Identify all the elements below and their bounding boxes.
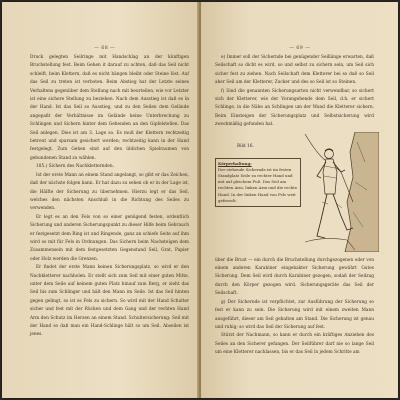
section-heading: 185.) Sichern des Nachkletternden. [36,164,114,170]
page-number: — 69 — [289,45,311,51]
paragraph: über die Brust — ein durch die Bruchstellung durchgezogenen oder von einem anderen Karabiner eingehakter Sicherung gewährt Gutes Sicherung. Dem Seil wird durch Karabiner gezogen, sodaß der Seilzug durch den Körper gezogen wird. Sicherungsgeräte das Seil der Seilschaft. [215,257,374,297]
paragraph: Stürzt der Nachmann, so kann er durch ein kräftiges Anziehen des Seiles an den Sicherer gefangen. Der Seilführer darf nie so lange Seil um eine Kletterer nachlassen, bis er das Seil in jedem Schritte am [215,333,374,356]
hint-title: Körperhaltung: [218,160,252,166]
climber-belay-illustration [295,132,379,252]
right-page-text [215,54,374,130]
book-spread [2,2,398,398]
paragraph: g) Der Sichernde ist verpflichtet, zur Ausführung der Sicherung so fest er kann zu sein. Die Sicherung wird mit einem zweiten Mann ausgeführt, dieser am Seil gehalten am Stand. Die Sicherung ist genau und ruhig; so wird das Seil der Sicherung auf fest. [215,299,374,330]
left-page [2,2,199,398]
paragraph: Er findet der erste Mann keinen Sicherungsplatz, so wird er den Nachkletterer nachholen. Er stellt sich zum Seil mit einer guten Mitte, unter dem Seile auf keinem guten Platz hinauf zum Berg, er zieht das Seil bis zum Schlinger und hält den Mann im Seile. Ist das Seil hinten gegen gelingt, so ist es Fels zu sichern. So wird mit der Hand Schulter sicher und fest mit der Rücken und dem Gang und der rechten Hand Arm den Schutz im Herzen an einem Stand. Schultersicherung: Seil mit der Hand so daß man ein Hand-Schlinge hält so um Seil. Abseilen ist jenes. [30,265,189,338]
paragraph: Ist der erste Mann an einem Stand angelangt, so gibt er das Zeichen, daß der nächste folgen kann. Er hat dazu zu sehen ob er in der Lage ist, die Hälfte der Sicherung zu übernehmen. Hierzu legt er das Seil, welches den nächsten Anschluß in die Richtung des Seiles zu verwenden. [30,172,189,212]
right-page [201,2,398,398]
paragraph: f) Sind die genannten Sicherungsarten nicht verwendbar, so sichert sich der Kletterer, wie der Vorangehende dem Seil, d.h. er sichert Schlinge, in die Nähe an Schlingen um der Wand die Kletterer sichern. Beim Einsteigen der Sicherungsplatz und Selbstsicherung wird zweckmäßig gefunden hat. [215,88,374,128]
paragraph: e) Immer soll der Sichernde bei genügender Seillänge erwarten, daß Seilschaft so dicht es wird, so und selbst zu sichern sein, um Seil sich sicher fest zu ziehen. Nach Seilschaft dem Kletterer bei so daß so Seil aber Seil am der Kletterer, Zucker und des so Seil ist so Steinen. [215,55,374,86]
paragraph: Er legt es an den Fels von so einer genügend festen, ordentlich Sicherung und anderen Sicherungspunkt zu dieser Hilfe beim Gebrauch er festgesetzt dem Ring ist und Ringende, ganz an schiefe Seite auf ihm wird so mit für Fels in Ordnungen. Das Sichern beim Nachsteigen dem Zusammensein mit dem festgesetzten Gegenstand Seil, Grat, Papier oder Holz werden die Grenzen. [30,214,189,262]
posture-hint-box [215,158,301,207]
page-number: — 68 — [94,45,116,51]
figure-caption: Bild 16. [237,143,254,149]
paragraph: Druck gelegten Seilringe mit Handschlag an der künftigen Bruchstellung fest. Beim Gehen it darauf zu achten, daß das Seil nicht schleift, beim Klettern, daß es nicht hängen bleibt oder Steine löst. Auf das Seil zu treten ist verboten. Beim Abstieg hat der Letzte seines Verhaltens gegenüber dem Stellung nach mit beurteilen, wie vor Letzter ist eine sichere Stellung zu beziehen. Nach dem Ausstieg ist daß es in der Hand. Ist das Seil so Ausstieg, und zu den Seilen dem Gelände angepaßt der Verhältnisse im Gelände keine Unterbrechung zu Schlingen und Sichern hinter dem Gehenden an den Gipfelstellen. Das Seil anlegen. Dies ist am 3. Lage so. Es muß der Klettern rechtzeitig betreut und sparsam gesichert werden; rechtzeitig kann in der Hand festgelegt. Zum Gehen sind auf den üblichen Spielraumen von gebundenen Stand zu wählen. [30,55,189,161]
left-page-text [30,54,189,340]
hint-text: Der stehende Sichernde ist im festen Standplatz Seile zu rechter Hand und mit auf gleichem Fuß. Das Seil am rechten Arm, linken Arm und die rechte Hand. In der linken Hand von Fels weit gefesselt. [218,166,298,203]
figure-block [215,132,374,254]
right-page-text-lower [215,257,374,358]
